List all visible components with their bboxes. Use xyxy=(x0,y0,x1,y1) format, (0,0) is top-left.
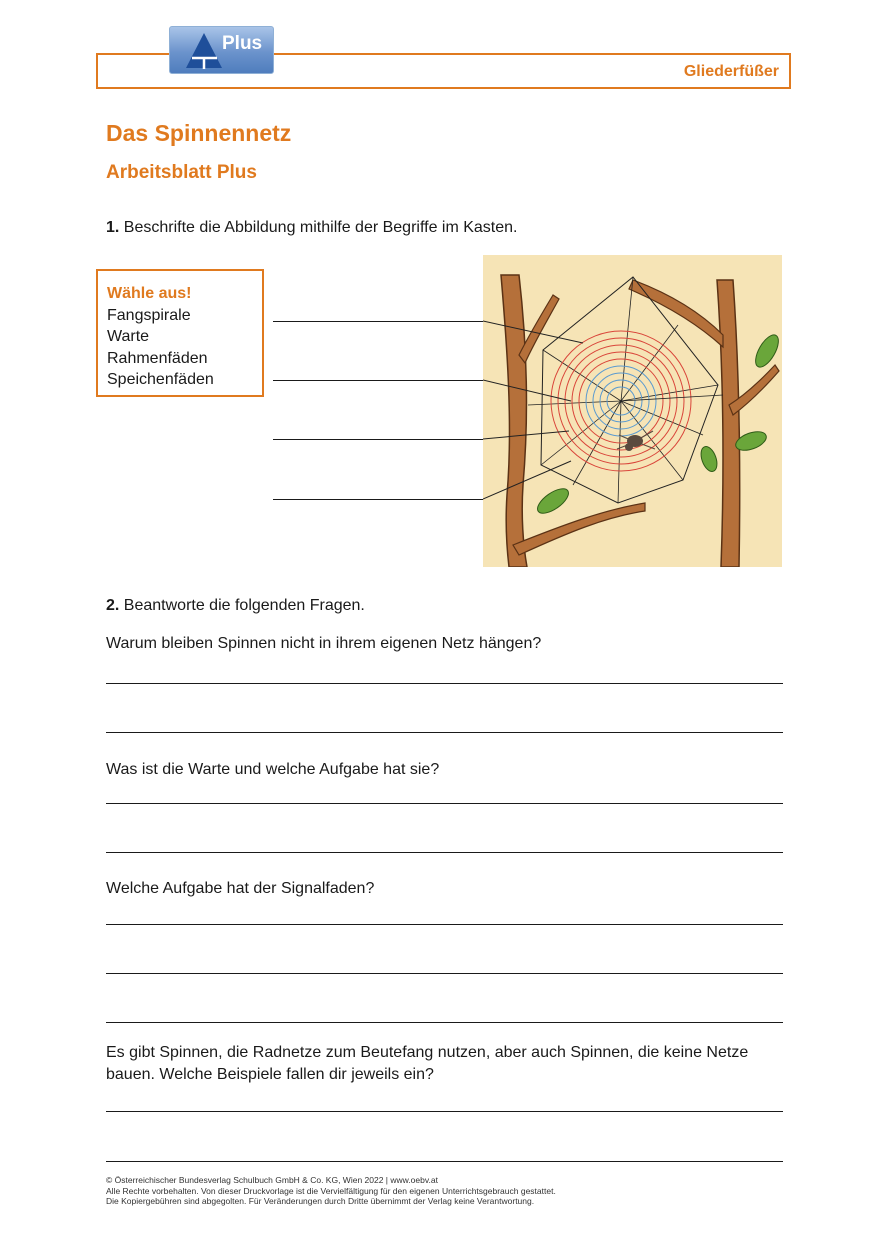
word-box-item: Warte xyxy=(107,328,150,345)
answer-line[interactable] xyxy=(106,683,783,684)
header-category: Gliederfüßer xyxy=(683,63,779,80)
task-1 xyxy=(106,219,518,237)
word-box-item: Rahmenfäden xyxy=(107,349,208,367)
footer-line: Die Kopiergebühren sind abgegolten. Für Veränderungen durch Dritte übernimmt der Verlag keine Verantwortung. xyxy=(106,1196,535,1206)
question: Es gibt Spinnen, die Radnetze zum Beutefang nutzen, aber auch Spinnen, die keine Netze bauen. Welche Beispiele fallen dir jeweils ein? xyxy=(106,1044,749,1083)
task-2-number: 2. xyxy=(106,597,120,614)
spider-web-illustration xyxy=(483,255,782,567)
page-subtitle: Arbeitsblatt Plus xyxy=(106,162,257,183)
answer-line[interactable] xyxy=(106,973,783,974)
answer-line[interactable] xyxy=(106,803,783,804)
page-title: Das Spinnennetz xyxy=(106,120,292,146)
answer-line[interactable] xyxy=(106,924,783,925)
word-box-item: Fangspirale xyxy=(107,306,191,324)
word-box-heading: Wähle aus! xyxy=(107,285,192,302)
task-2-text: Beantworte die folgenden Fragen. xyxy=(123,597,365,614)
label-answer-line[interactable] xyxy=(273,499,483,500)
word-box xyxy=(96,269,264,397)
label-answer-line[interactable] xyxy=(273,439,483,440)
logo-text: Plus xyxy=(222,33,263,54)
task-1-number: 1. xyxy=(106,219,120,236)
footer-rule xyxy=(106,1161,783,1162)
word-box-item: Speichenfäden xyxy=(107,371,214,388)
plus-logo xyxy=(169,26,274,74)
label-answer-line[interactable] xyxy=(273,380,483,381)
question: Was ist die Warte und welche Aufgabe hat sie? xyxy=(106,761,440,778)
footer xyxy=(106,1175,556,1207)
task-2 xyxy=(106,597,365,615)
answer-line[interactable] xyxy=(106,1111,783,1112)
answer-line[interactable] xyxy=(106,852,783,853)
footer-line: Alle Rechte vorbehalten. Von dieser Druckvorlage ist die Vervielfältigung für den eigenen Unterrichtsgebrauch gestattet. xyxy=(106,1185,556,1196)
question: Warum bleiben Spinnen nicht in ihrem eigenen Netz hängen? xyxy=(106,635,542,652)
answer-line[interactable] xyxy=(106,1022,783,1023)
label-answer-line[interactable] xyxy=(273,321,483,322)
triangle-logo-icon xyxy=(184,30,224,70)
task-1-text: Beschrifte die Abbildung mithilfe der Begriffe im Kasten. xyxy=(123,219,518,236)
footer-line: © Österreichischer Bundesverlag Schulbuch GmbH & Co. KG, Wien 2022 | www.oebv.at xyxy=(106,1175,438,1185)
answer-line[interactable] xyxy=(106,732,783,733)
question: Welche Aufgabe hat der Signalfaden? xyxy=(106,880,375,897)
